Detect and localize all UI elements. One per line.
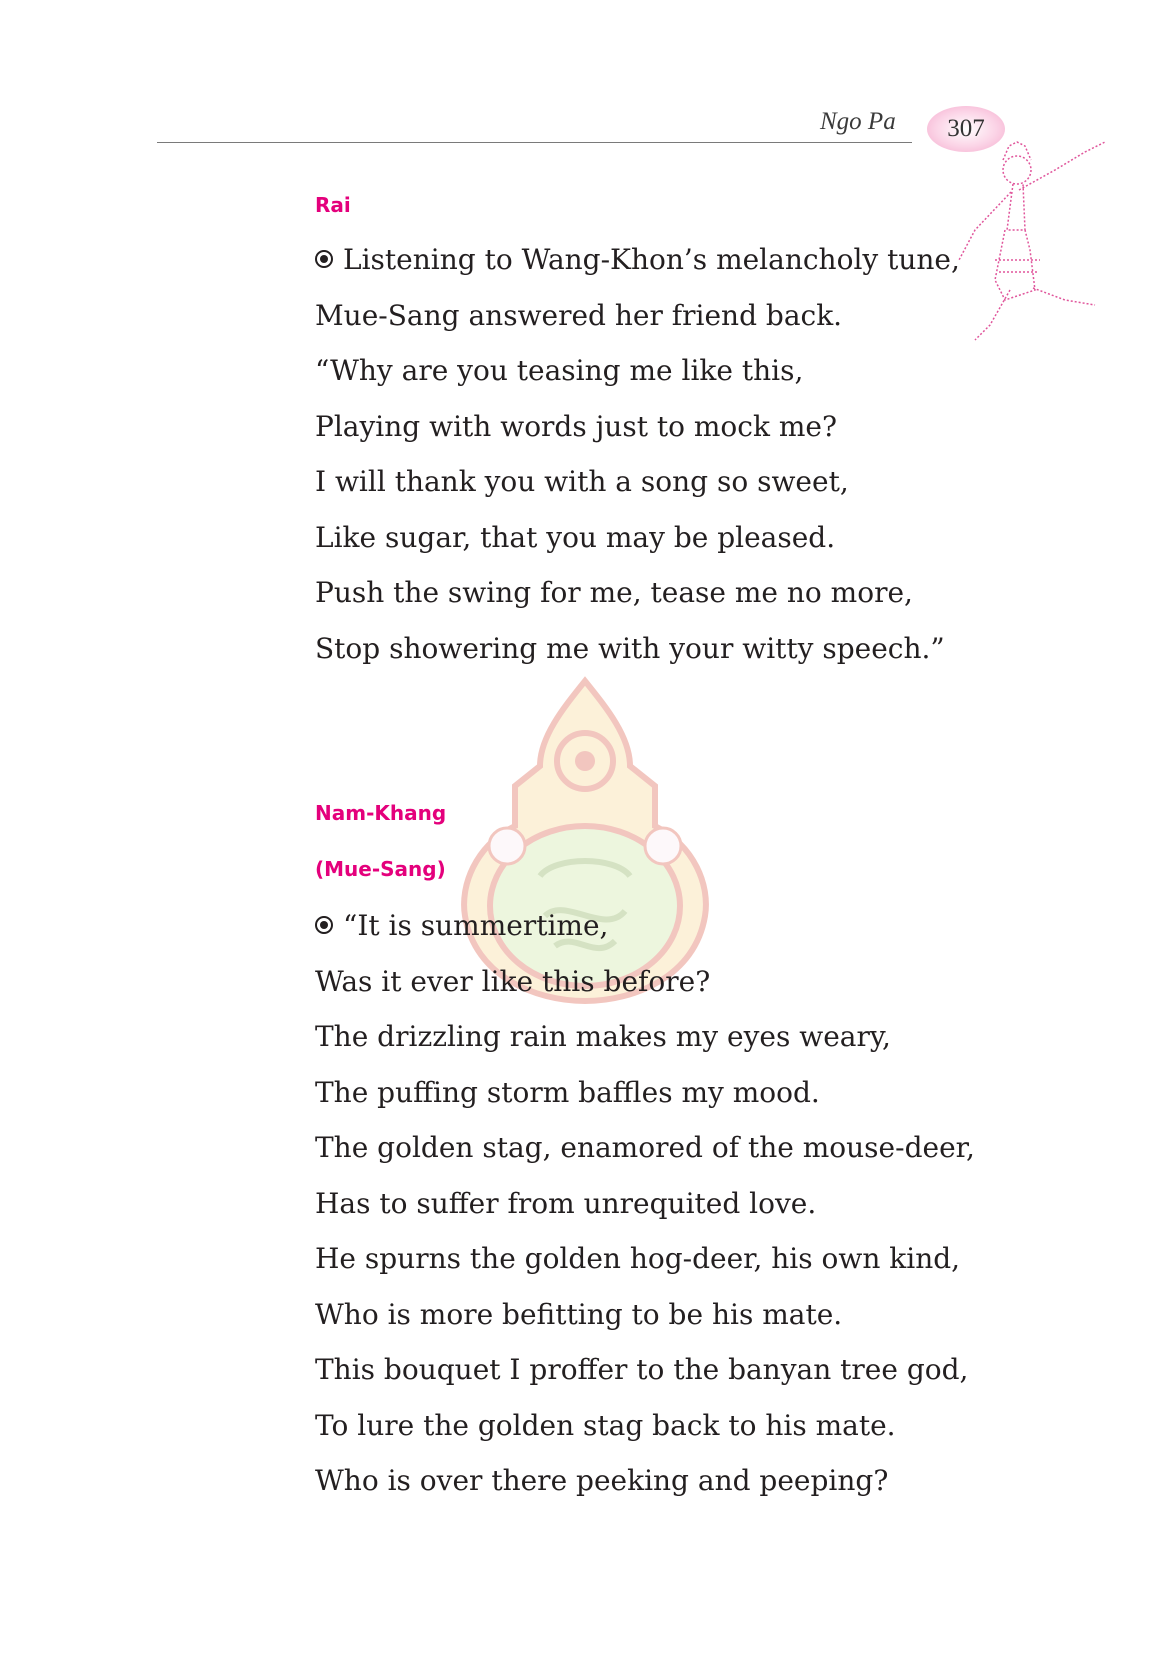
section-heading-rai: Rai — [315, 193, 351, 217]
dancer-illustration — [955, 140, 1115, 345]
verse-line: Mue-Sang answered her friend back. — [315, 298, 843, 332]
verse-line: The drizzling rain makes my eyes weary, — [315, 1020, 891, 1053]
verse-line: Who is over there peeking and peeping? — [315, 1464, 889, 1497]
verse-nam-khang — [315, 898, 975, 1509]
verse-rai — [315, 232, 960, 676]
verse-line: “Why are you teasing me like this, — [315, 354, 804, 387]
verse-line: Stop showering me with your witty speech.” — [315, 631, 945, 665]
verse-line: This bouquet I proffer to the banyan tree god, — [315, 1353, 969, 1386]
header-rule — [157, 142, 912, 143]
verse-line: The golden stag, enamored of the mouse-deer, — [315, 1131, 975, 1164]
running-title: Ngo Pa — [820, 108, 896, 135]
verse-line — [315, 232, 960, 288]
verse-line: Who is more befitting to be his mate. — [315, 1297, 843, 1331]
section-subheading-mue-sang: (Mue-Sang) — [315, 857, 446, 881]
verse-line: Push the swing for me, tease me no more, — [315, 576, 913, 609]
verse-line: The puffing storm baffles my mood. — [315, 1075, 820, 1109]
fisheye-bullet-icon — [315, 916, 333, 934]
verse-line — [315, 898, 975, 954]
verse-line: Playing with words just to mock me? — [315, 409, 837, 443]
fisheye-bullet-icon — [315, 250, 333, 268]
verse-line: He spurns the golden hog-deer, his own kind, — [315, 1242, 961, 1275]
verse-line-text: “It is summertime, — [343, 909, 609, 942]
verse-line: Was it ever like this before? — [315, 964, 711, 998]
verse-line: Has to suffer from unrequited love. — [315, 1186, 817, 1220]
verse-line: I will thank you with a song so sweet, — [315, 465, 849, 498]
section-heading-nam-khang: Nam-Khang — [315, 801, 447, 825]
verse-line: To lure the golden stag back to his mate. — [315, 1408, 896, 1442]
page-number: 307 — [947, 115, 985, 142]
verse-line: Like sugar, that you may be pleased. — [315, 520, 836, 554]
verse-line-text: Listening to Wang-Khon’s melancholy tune, — [343, 243, 960, 276]
